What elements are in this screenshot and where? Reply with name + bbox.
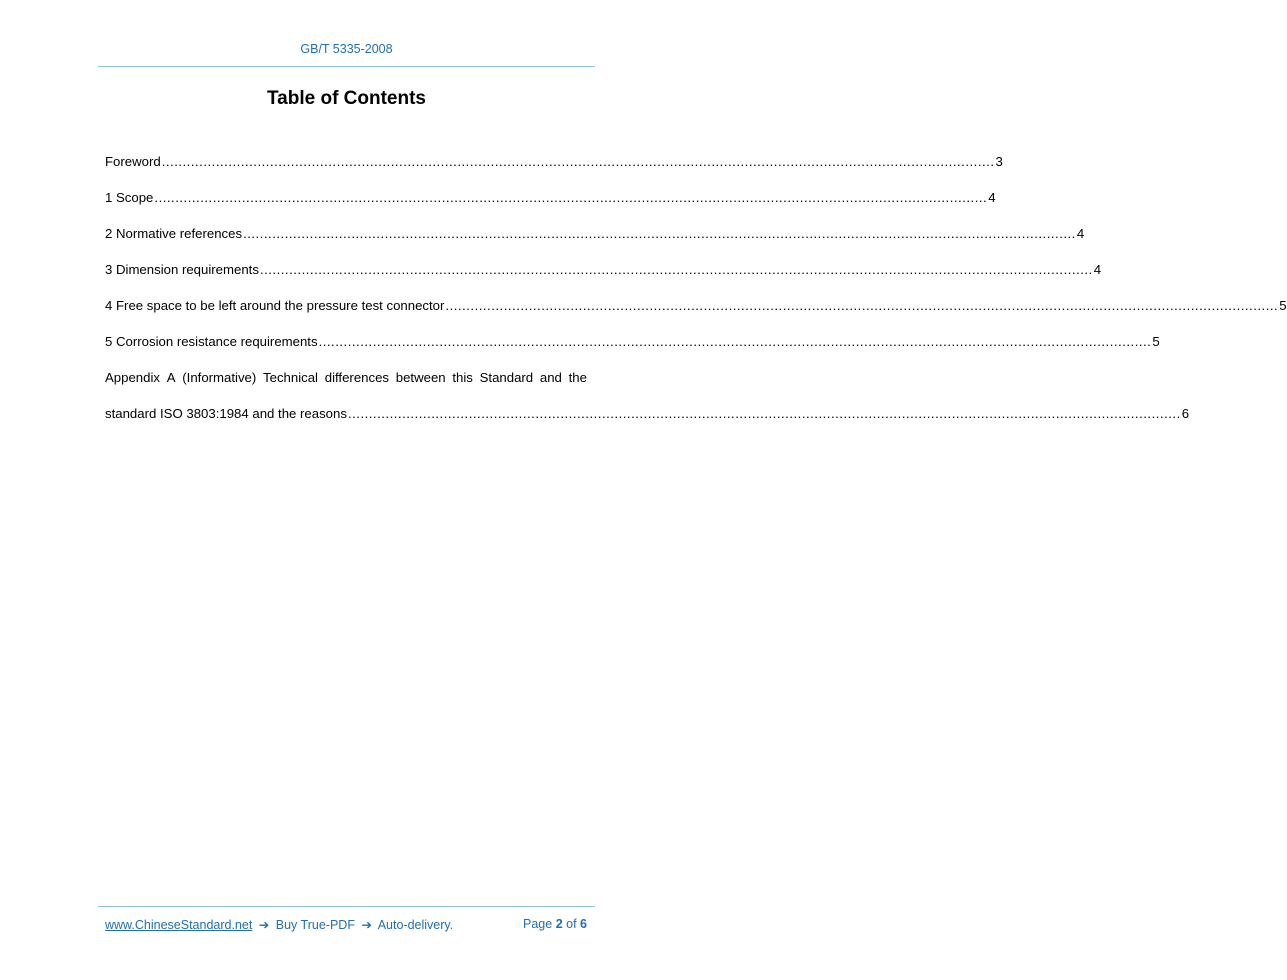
header-divider	[98, 66, 595, 67]
toc-entry-page: 5	[1152, 333, 1160, 349]
dot-leader: ........................................................................................................................................................................................................	[161, 153, 995, 169]
toc-entry-page: 3	[995, 153, 1003, 169]
toc-entry-title-word: and	[539, 369, 562, 385]
page-total: 6	[580, 917, 587, 931]
toc-entry-page: 4	[988, 189, 996, 205]
toc-entry-title: 1 Scope	[105, 189, 154, 205]
page-title: Table of Contents	[266, 88, 427, 109]
footer-divider	[98, 906, 595, 907]
toc-entry-corrosion-resistance[interactable]	[105, 323, 1160, 359]
toc-entry-title: Foreword	[105, 153, 161, 169]
arrow-right-icon: ➔	[361, 918, 372, 932]
page-footer	[105, 917, 587, 932]
toc-entry-title: standard ISO 3803:1984 and the reasons	[105, 405, 347, 421]
table-of-contents	[105, 143, 1287, 431]
dot-leader: ........................................................................................................................................................................................................	[318, 333, 1152, 349]
toc-entry-title-word: between	[395, 369, 446, 385]
toc-entry-page: 4	[1076, 225, 1085, 241]
toc-entry-title-word: Technical	[263, 369, 318, 385]
buy-pdf-text: Buy True-PDF	[275, 918, 355, 932]
toc-entry-title-word: Standard	[479, 369, 534, 385]
dot-leader: ........................................................................................................................................................................................................	[259, 261, 1093, 277]
page-label: Page	[523, 917, 553, 931]
footer-promo	[105, 917, 453, 932]
arrow-right-icon: ➔	[258, 918, 270, 932]
auto-delivery-text: Auto-delivery.	[377, 918, 454, 932]
page-indicator	[523, 917, 587, 932]
dot-leader: ........................................................................................................................................................................................................	[154, 189, 988, 205]
toc-entry-dimension-requirements[interactable]	[105, 251, 1102, 287]
toc-entry-title: 4 Free space to be left around the pressure test connector	[105, 297, 445, 313]
toc-entry-title: 2 Normative references	[105, 225, 243, 241]
document-header-id: GB/T 5335-2008	[300, 42, 393, 56]
toc-entry-title: 5 Corrosion resistance requirements	[105, 333, 318, 349]
dot-leader: ........................................................................................................................................................................................................	[347, 405, 1181, 421]
dot-leader: ........................................................................................................................................................................................................	[243, 225, 1076, 241]
toc-entry-normative-references[interactable]	[105, 215, 1085, 251]
dot-leader: ........................................................................................................................................................................................................	[445, 297, 1279, 313]
toc-entry-title: 3 Dimension requirements	[105, 261, 259, 277]
toc-entry-title-word: Appendix	[105, 369, 160, 385]
toc-entry-title-word: (Informative)	[182, 369, 257, 385]
toc-entry-appendix-a[interactable]	[105, 359, 587, 395]
toc-entry-free-space[interactable]	[105, 287, 1287, 323]
toc-entry-title-word: the	[568, 369, 587, 385]
toc-entry-appendix-a-continued[interactable]	[105, 395, 1190, 431]
website-link[interactable]: www.ChineseStandard.net	[105, 918, 253, 932]
page-current: 2	[555, 917, 563, 931]
toc-entry-foreword[interactable]	[105, 143, 1003, 179]
toc-entry-page: 6	[1181, 405, 1190, 421]
toc-entry-page: 5	[1279, 297, 1287, 313]
page-of-label: of	[566, 917, 577, 931]
toc-entry-title-word: A	[166, 369, 176, 385]
toc-entry-title-word: this	[452, 369, 473, 385]
toc-entry-scope[interactable]	[105, 179, 996, 215]
toc-entry-page: 4	[1093, 261, 1102, 277]
toc-entry-title-word: differences	[324, 369, 390, 385]
